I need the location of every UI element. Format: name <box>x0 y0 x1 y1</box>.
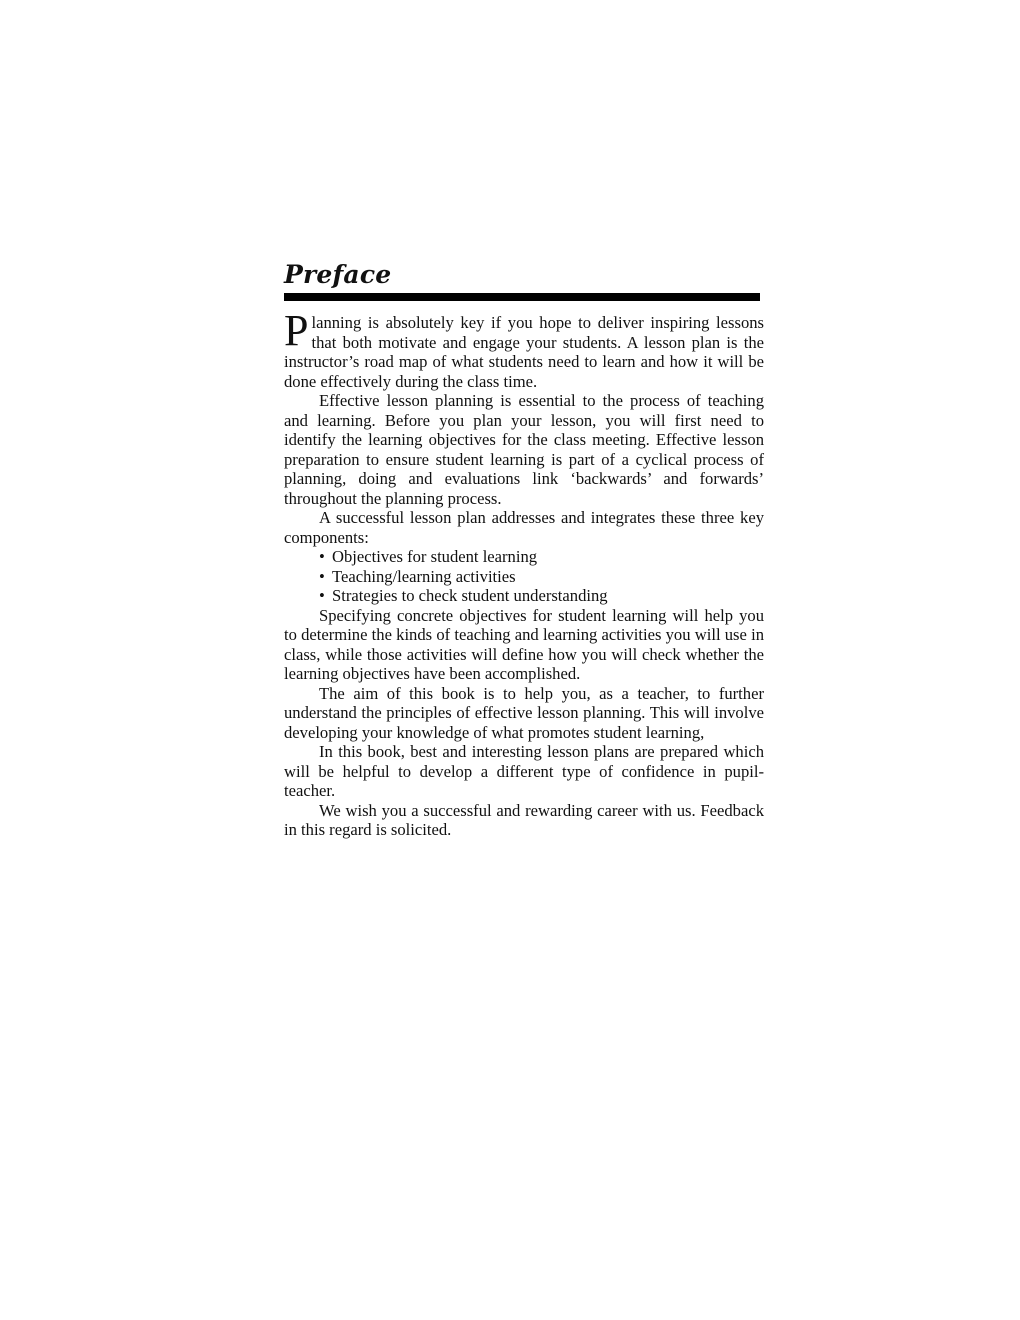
paragraph-objectives: Specifying concrete objectives for student learning will help you to determine the kinds of teaching and learning activities you will use in class, while those activities will define how you will check whether the learning objectives have been accomplished. <box>284 605 764 683</box>
list-item <box>319 586 764 606</box>
bullet-icon: • <box>319 586 325 605</box>
list-item-text: Objectives for student learning <box>332 547 538 566</box>
preface-section <box>284 260 764 840</box>
bullet-icon: • <box>319 566 325 586</box>
list-item <box>319 567 764 587</box>
intro-paragraph <box>284 306 764 391</box>
drop-cap: P <box>284 306 309 355</box>
components-list <box>284 547 764 606</box>
paragraph-lesson-planning: Effective lesson planning is essential to the process of teaching and learning. Before you plan your lesson, you will first need to identify the learning objectives for the class meeting. Effective lesson preparation to ensure student learning is part of a cyclical process of planning, doing and evaluations link ‘backwards’ and forwards’ throughout the planning process. <box>284 391 764 508</box>
list-item <box>319 547 764 567</box>
list-item-text: Strategies to check student understanding <box>332 586 608 605</box>
bullet-icon: • <box>319 547 325 566</box>
paragraph-closing: We wish you a successful and rewarding career with us. Feedback in this regard is solicited. <box>284 800 764 839</box>
paragraph-lesson-plans: In this book, best and interesting lesson plans are prepared which will be helpful to develop a different type of confidence in pupil-teacher. <box>284 742 764 800</box>
heading-divider <box>284 293 760 301</box>
preface-body <box>284 306 764 840</box>
paragraph-components-intro: A successful lesson plan addresses and integrates these three key components: <box>284 508 764 547</box>
page-title: Preface <box>284 260 392 289</box>
intro-text: lanning is absolutely key if you hope to deliver inspiring lessons that both motivate and engage your students. A lesson plan is the instructor’s road map of what students need to learn and how it will be done effectively during the class time. <box>284 313 764 391</box>
paragraph-book-aim: The aim of this book is to help you, as a teacher, to further understand the principles of effective lesson planning. This will involve developing your knowledge of what promotes student learning, <box>284 683 764 742</box>
list-item-text: Teaching/learning activities <box>332 566 516 586</box>
